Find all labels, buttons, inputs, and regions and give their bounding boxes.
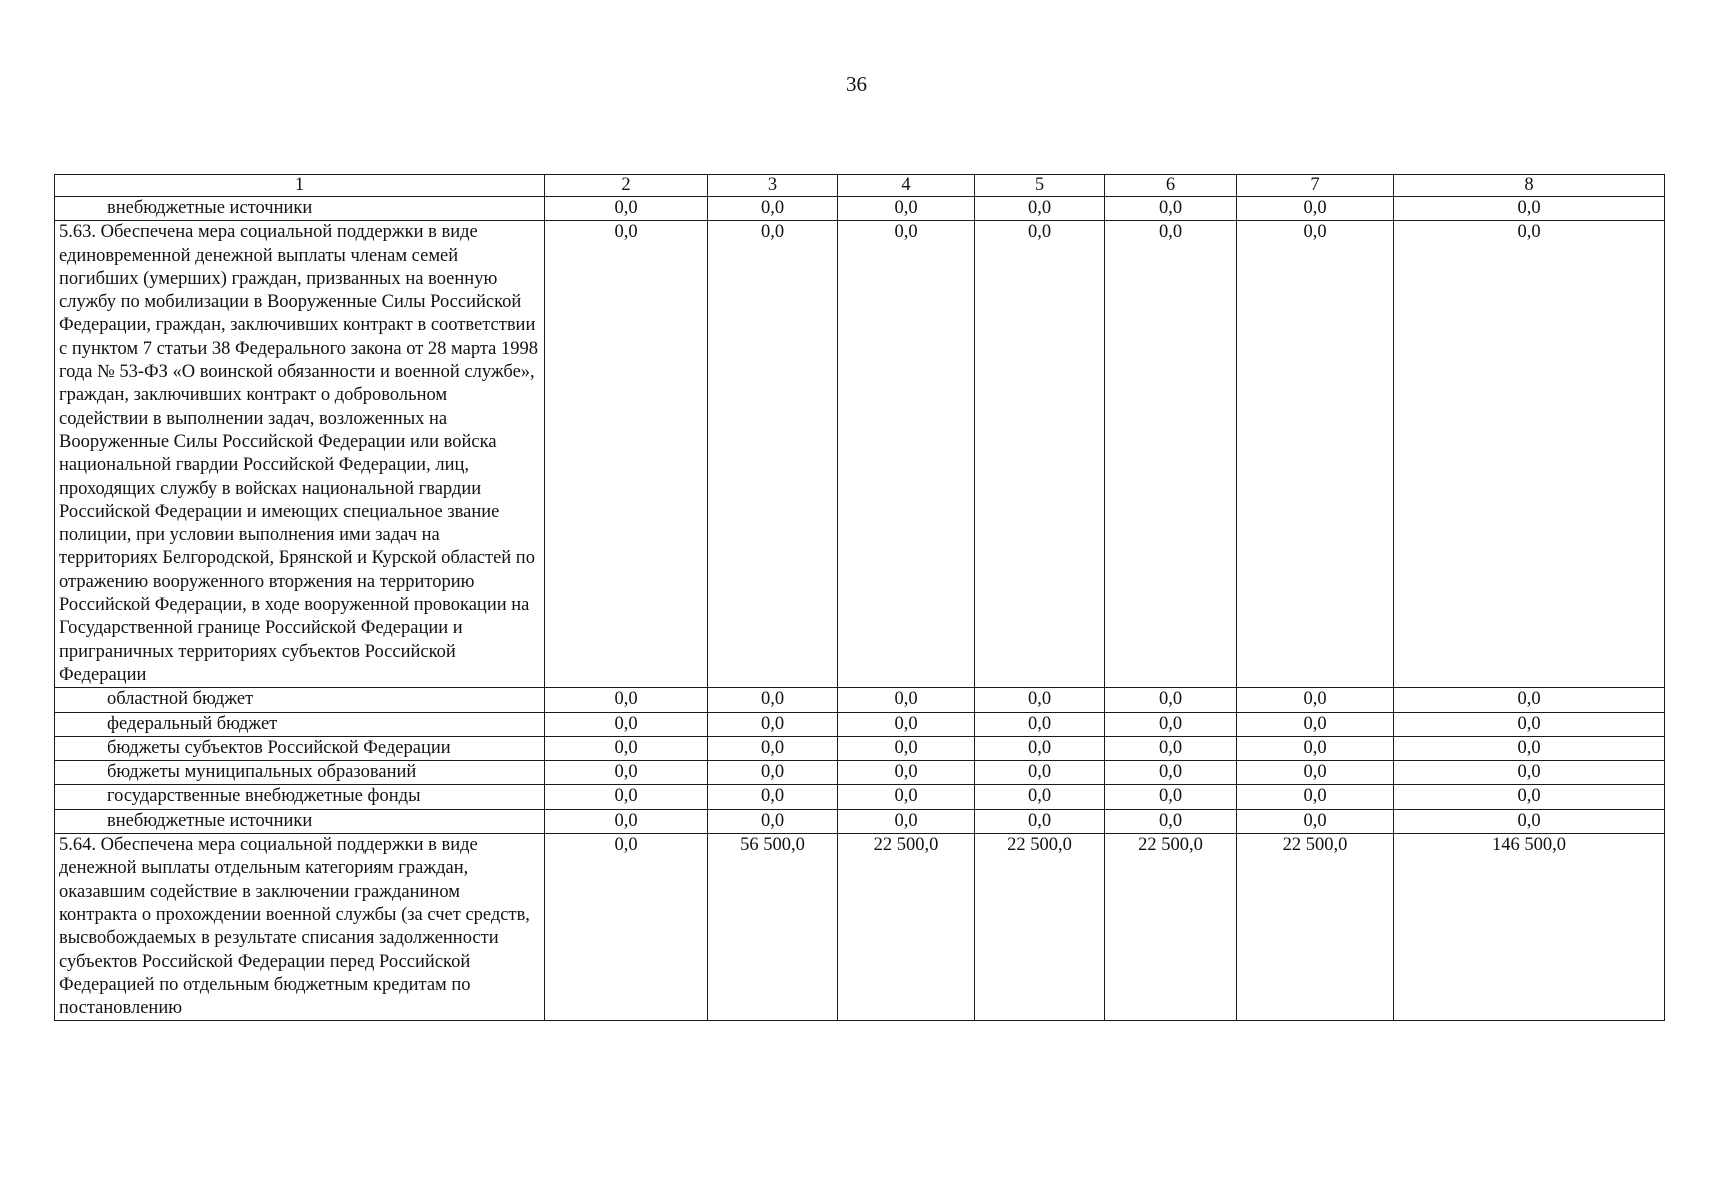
table-cell: 0,0 <box>545 688 708 712</box>
table-cell: 0,0 <box>1105 712 1237 736</box>
table-cell: 0,0 <box>1237 809 1394 833</box>
table-cell: 22 500,0 <box>975 834 1105 1021</box>
table-cell: 0,0 <box>1105 688 1237 712</box>
table-cell: 0,0 <box>545 834 708 1021</box>
table-cell: 0,0 <box>1237 221 1394 688</box>
table-cell: 0,0 <box>708 197 838 221</box>
column-header: 2 <box>545 175 708 197</box>
table-cell: 0,0 <box>1237 785 1394 809</box>
table-cell: 146 500,0 <box>1394 834 1665 1021</box>
table-cell: 0,0 <box>545 197 708 221</box>
row-label: бюджеты субъектов Российской Федерации <box>55 736 545 760</box>
table-cell: 0,0 <box>838 197 975 221</box>
column-header: 5 <box>975 175 1105 197</box>
table-cell: 22 500,0 <box>838 834 975 1021</box>
table-cell: 0,0 <box>1105 785 1237 809</box>
table-cell: 0,0 <box>1237 761 1394 785</box>
table-cell: 0,0 <box>838 761 975 785</box>
table-row <box>55 736 1665 760</box>
table-cell: 0,0 <box>975 785 1105 809</box>
table-cell: 0,0 <box>545 785 708 809</box>
row-label: бюджеты муниципальных образований <box>55 761 545 785</box>
table-cell: 0,0 <box>1105 809 1237 833</box>
table-cell: 0,0 <box>1237 688 1394 712</box>
table-row <box>55 761 1665 785</box>
table-cell: 0,0 <box>975 736 1105 760</box>
table-row <box>55 197 1665 221</box>
row-label: областной бюджет <box>55 688 545 712</box>
table-cell: 0,0 <box>545 809 708 833</box>
table-cell: 22 500,0 <box>1105 834 1237 1021</box>
table-cell: 0,0 <box>1394 809 1665 833</box>
table-cell: 0,0 <box>1105 221 1237 688</box>
row-label: 5.63. Обеспечена мера социальной поддержки в виде единовременной денежной выплаты членам семей погибших (умерших) граждан, призванных на военную службу по мобилизации в Вооруженные Силы Российской Федерации, граждан, заключивших контракт в соответствии с пунктом 7 статьи 38 Федерального закона от 28 марта 1998 года № 53-ФЗ «О воинской обязанности и военной службе», граждан, заключивших контракт о добровольном содействии в выполнении задач, возложенных на Вооруженные Силы Российской Федерации или войска национальной гвардии Российской Федерации, лиц, проходящих службу в войсках национальной гвардии Российской Федерации и имеющих специальное звание полиции, при условии выполнения ими задач на территориях Белгородской, Брянской и Курской областей по отражению вооруженного вторжения на территорию Российской Федерации, в ходе вооруженной провокации на Государственной границе Российской Федерации и приграничных территориях субъектов Российской Федерации <box>55 221 545 688</box>
table-cell: 0,0 <box>1237 736 1394 760</box>
table-cell: 0,0 <box>708 761 838 785</box>
table-cell: 0,0 <box>545 712 708 736</box>
row-label: федеральный бюджет <box>55 712 545 736</box>
table-cell: 0,0 <box>708 809 838 833</box>
table-cell: 0,0 <box>1237 712 1394 736</box>
table-cell: 0,0 <box>708 736 838 760</box>
table-row <box>55 221 1665 688</box>
table-cell: 0,0 <box>975 688 1105 712</box>
table-cell: 0,0 <box>838 221 975 688</box>
table-cell: 0,0 <box>838 688 975 712</box>
table-cell: 0,0 <box>1105 197 1237 221</box>
table-cell: 0,0 <box>1394 688 1665 712</box>
table-row <box>55 809 1665 833</box>
table-cell: 0,0 <box>1394 761 1665 785</box>
column-header: 4 <box>838 175 975 197</box>
table-row <box>55 712 1665 736</box>
row-label: государственные внебюджетные фонды <box>55 785 545 809</box>
column-header: 8 <box>1394 175 1665 197</box>
table-cell: 0,0 <box>708 785 838 809</box>
table-cell: 0,0 <box>708 688 838 712</box>
table-row <box>55 785 1665 809</box>
row-label: внебюджетные источники <box>55 197 545 221</box>
table-cell: 0,0 <box>975 761 1105 785</box>
table-cell: 0,0 <box>838 809 975 833</box>
table-cell: 0,0 <box>1394 712 1665 736</box>
column-header: 6 <box>1105 175 1237 197</box>
page-number: 36 <box>846 72 867 96</box>
table-cell: 0,0 <box>545 221 708 688</box>
table-cell: 0,0 <box>1394 221 1665 688</box>
table-cell: 0,0 <box>838 785 975 809</box>
budget-table <box>54 174 1665 1021</box>
table-cell: 0,0 <box>545 761 708 785</box>
table-cell: 0,0 <box>1105 761 1237 785</box>
table-row <box>55 834 1665 1021</box>
row-label: 5.64. Обеспечена мера социальной поддержки в виде денежной выплаты отдельным категориям граждан, оказавшим содействие в заключении гражданином контракта о прохождении военной службы (за счет средств, высвобождаемых в результате списания задолженности субъектов Российской Федерации перед Российской Федерацией по отдельным бюджетным кредитам по постановлению <box>55 834 545 1021</box>
column-header: 1 <box>55 175 545 197</box>
table-cell: 22 500,0 <box>1237 834 1394 1021</box>
table-cell: 0,0 <box>838 712 975 736</box>
table-cell: 56 500,0 <box>708 834 838 1021</box>
table-cell: 0,0 <box>1105 736 1237 760</box>
table-cell: 0,0 <box>975 712 1105 736</box>
column-header: 7 <box>1237 175 1394 197</box>
table-cell: 0,0 <box>1237 197 1394 221</box>
table-cell: 0,0 <box>838 736 975 760</box>
table-cell: 0,0 <box>975 221 1105 688</box>
table-cell: 0,0 <box>545 736 708 760</box>
table-header-row <box>55 175 1665 197</box>
table-cell: 0,0 <box>975 809 1105 833</box>
row-label: внебюджетные источники <box>55 809 545 833</box>
table-cell: 0,0 <box>1394 785 1665 809</box>
table-cell: 0,0 <box>975 197 1105 221</box>
table-cell: 0,0 <box>1394 197 1665 221</box>
table-cell: 0,0 <box>708 712 838 736</box>
table-cell: 0,0 <box>708 221 838 688</box>
column-header: 3 <box>708 175 838 197</box>
table-row <box>55 688 1665 712</box>
table-cell: 0,0 <box>1394 736 1665 760</box>
